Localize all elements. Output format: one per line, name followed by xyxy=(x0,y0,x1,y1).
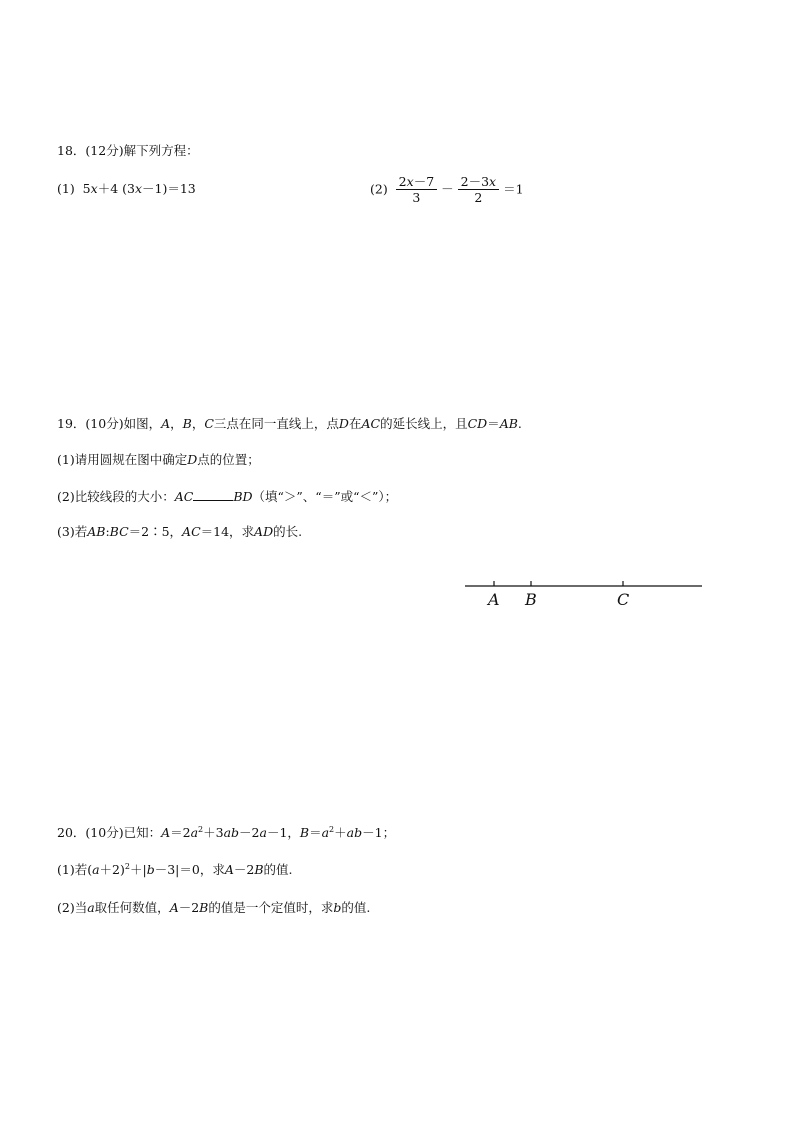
text: 在 xyxy=(348,416,362,431)
var: A xyxy=(224,862,234,877)
var: a xyxy=(259,825,267,840)
var: D xyxy=(338,416,349,431)
q18-part1-label: (1) xyxy=(57,181,75,196)
text: ＝ xyxy=(487,416,500,431)
text: 的值. xyxy=(263,862,293,877)
var: x xyxy=(406,174,414,189)
text: . xyxy=(517,416,522,431)
text: 19．(10分)如图， xyxy=(57,416,162,431)
minus-sign: － xyxy=(441,181,454,197)
text: ＋2) xyxy=(99,862,125,877)
var: C xyxy=(204,416,214,431)
fraction-denominator: 2 xyxy=(474,190,483,205)
q19-line-figure xyxy=(0,576,794,616)
q18-p1-var: x xyxy=(134,181,143,196)
text: 的长. xyxy=(273,524,303,539)
var: a xyxy=(87,900,95,915)
text: ＝ xyxy=(309,825,322,840)
var: a xyxy=(92,862,100,877)
text: －2 xyxy=(239,825,260,840)
var: b xyxy=(146,862,155,877)
var: AB xyxy=(87,524,106,539)
var: a xyxy=(190,825,199,840)
var: AC xyxy=(361,416,381,431)
var: A xyxy=(169,900,179,915)
text: 的值是一个定值时，求 xyxy=(208,900,334,915)
text: (2)当 xyxy=(57,900,88,915)
q18-header-text: 18．(12分)解下列方程： xyxy=(57,143,199,158)
text: 取任何数值， xyxy=(94,900,170,915)
var: B xyxy=(199,900,209,915)
var: ab xyxy=(223,825,240,840)
text: ＝2 xyxy=(170,825,191,840)
text: : xyxy=(105,524,110,539)
text: 的延长线上，且 xyxy=(380,416,468,431)
var: BC xyxy=(109,524,129,539)
q18-part2-label: (2) xyxy=(370,181,388,197)
text: ＝14，求 xyxy=(200,524,255,539)
text: －1； xyxy=(362,825,396,840)
q18-p1-term: 5 xyxy=(82,181,91,196)
var: D xyxy=(187,452,198,467)
var: A xyxy=(161,416,171,431)
term: 2－3 xyxy=(460,174,490,189)
q19-part3 xyxy=(57,524,302,540)
fraction-numerator xyxy=(396,174,437,190)
text: (1)若( xyxy=(57,862,93,877)
var: AC xyxy=(174,489,194,504)
q20-part1 xyxy=(57,862,293,878)
var: b xyxy=(333,900,342,915)
exponent: 2 xyxy=(124,861,130,871)
var: A xyxy=(161,825,171,840)
exponent: 2 xyxy=(329,824,335,834)
equals-rhs: ＝1 xyxy=(503,181,524,197)
text: －1， xyxy=(266,825,300,840)
q18-header xyxy=(57,143,199,159)
q18-p1-var: x xyxy=(90,181,98,196)
q18-fraction-2 xyxy=(458,174,499,205)
text: 三点在同一直线上，点 xyxy=(213,416,339,431)
var: a xyxy=(321,825,330,840)
q20-part2 xyxy=(57,900,370,916)
text: ＋ xyxy=(334,825,347,840)
text: 20．(10分)已知： xyxy=(57,825,162,840)
text: －2 xyxy=(178,900,200,915)
term: －7 xyxy=(413,174,435,189)
point-label-a: A xyxy=(488,590,500,609)
text: －3|＝0，求 xyxy=(154,862,225,877)
text: ＋| xyxy=(129,862,147,877)
text: ， xyxy=(191,416,205,431)
var: ab xyxy=(346,825,363,840)
q19-header xyxy=(57,416,522,432)
text: 的值. xyxy=(341,900,371,915)
point-label-c: C xyxy=(617,590,630,609)
text: (2)比较线段的大小： xyxy=(57,489,175,504)
q18-fraction-1 xyxy=(396,174,437,205)
q19-part2 xyxy=(57,488,397,505)
answer-blank[interactable] xyxy=(193,488,233,501)
q20-header xyxy=(57,825,395,841)
text: (1)请用圆规在图中确定 xyxy=(57,452,188,467)
text: 点的位置； xyxy=(197,452,260,467)
q18-part2 xyxy=(370,172,524,207)
text: (3)若 xyxy=(57,524,88,539)
var: B xyxy=(254,862,264,877)
fraction-numerator xyxy=(458,174,499,190)
fraction-denominator: 3 xyxy=(412,190,421,205)
q18-p1-term: －1)＝13 xyxy=(142,181,196,196)
q18-part1 xyxy=(57,181,196,197)
var: B xyxy=(182,416,192,431)
var: CD xyxy=(467,416,488,431)
exponent: 2 xyxy=(198,824,204,834)
var: AD xyxy=(254,524,274,539)
text: ＋3 xyxy=(203,825,224,840)
q18-p1-term: ＋4 (3 xyxy=(97,181,135,196)
var: AC xyxy=(182,524,201,539)
point-label-b: B xyxy=(525,590,537,609)
text: （填“＞”、“＝”或“＜”）； xyxy=(252,489,398,504)
term: 2 xyxy=(398,174,407,189)
var: BD xyxy=(233,489,253,504)
var: AB xyxy=(499,416,518,431)
var: x xyxy=(489,174,497,189)
var: B xyxy=(299,825,310,840)
text: ， xyxy=(170,416,183,431)
text: ＝2∶5， xyxy=(128,524,183,539)
text: －2 xyxy=(233,862,255,877)
q19-part1 xyxy=(57,452,260,468)
